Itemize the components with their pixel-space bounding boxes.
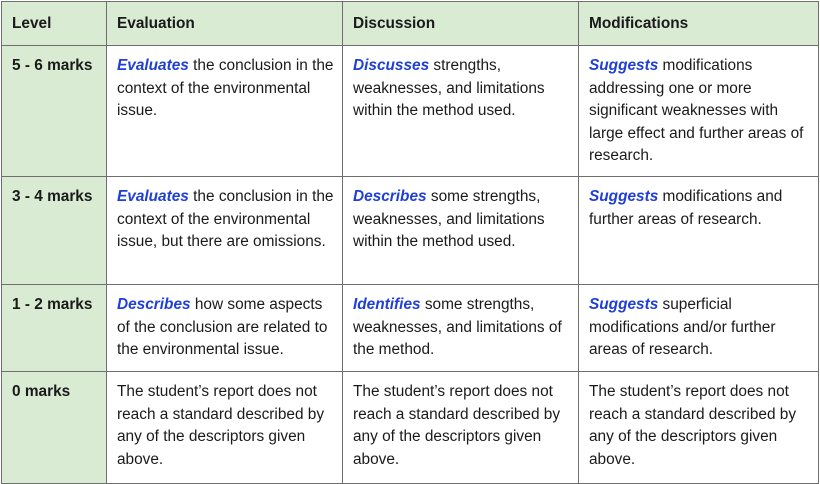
discussion-cell	[343, 285, 579, 372]
descriptor-text: some strengths, weaknesses, and limitations within the method used.	[353, 188, 545, 250]
keyword: Describes	[353, 188, 427, 205]
keyword: Evaluates	[117, 57, 189, 74]
keyword: Discusses	[353, 57, 430, 74]
header-level: Level	[2, 2, 107, 46]
evaluation-cell	[107, 372, 343, 484]
header-row	[2, 2, 819, 46]
descriptor-text: how some aspects of the conclusion are related to the environmental issue.	[117, 296, 328, 358]
modifications-cell	[579, 46, 819, 177]
descriptor-text: The student’s report does not reach a standard described by any of the descriptors given above.	[353, 383, 561, 468]
modifications-cell	[579, 372, 819, 484]
table-row	[2, 177, 819, 285]
keyword: Suggests	[589, 188, 659, 205]
descriptor-text: the conclusion in the context of the environmental issue, but there are omissions.	[117, 188, 334, 250]
descriptor-text: The student’s report does not reach a standard described by any of the descriptors given above.	[117, 383, 325, 468]
level-cell: 5 - 6 marks	[2, 46, 107, 177]
keyword: Suggests	[589, 296, 659, 313]
marking-rubric-table	[1, 1, 819, 484]
descriptor-text: strengths, weaknesses, and limitations within the method used.	[353, 57, 545, 119]
keyword: Identifies	[353, 296, 421, 313]
descriptor-text: some strengths, weaknesses, and limitations of the method.	[353, 296, 562, 358]
discussion-cell	[343, 372, 579, 484]
keyword: Describes	[117, 296, 191, 313]
discussion-cell	[343, 177, 579, 285]
descriptor-text: The student’s report does not reach a standard described by any of the descriptors given above.	[589, 383, 797, 468]
level-cell: 1 - 2 marks	[2, 285, 107, 372]
descriptor-text: the conclusion in the context of the environmental issue.	[117, 57, 334, 119]
table-row	[2, 372, 819, 484]
keyword: Evaluates	[117, 188, 189, 205]
table-row	[2, 285, 819, 372]
table-header	[2, 2, 819, 46]
descriptor-text: modifications and further areas of research.	[589, 188, 783, 228]
level-cell: 0 marks	[2, 372, 107, 484]
table-row	[2, 46, 819, 177]
discussion-cell	[343, 46, 579, 177]
evaluation-cell	[107, 285, 343, 372]
level-cell: 3 - 4 marks	[2, 177, 107, 285]
modifications-cell	[579, 177, 819, 285]
descriptor-text: modifications addressing one or more significant weaknesses with large effect and further areas of research.	[589, 57, 804, 164]
table-body	[2, 46, 819, 484]
descriptor-text: superficial modifications and/or further areas of research.	[589, 296, 776, 358]
header-modifications: Modifications	[579, 2, 819, 46]
header-discussion: Discussion	[343, 2, 579, 46]
header-evaluation: Evaluation	[107, 2, 343, 46]
evaluation-cell	[107, 177, 343, 285]
evaluation-cell	[107, 46, 343, 177]
keyword: Suggests	[589, 57, 659, 74]
modifications-cell	[579, 285, 819, 372]
